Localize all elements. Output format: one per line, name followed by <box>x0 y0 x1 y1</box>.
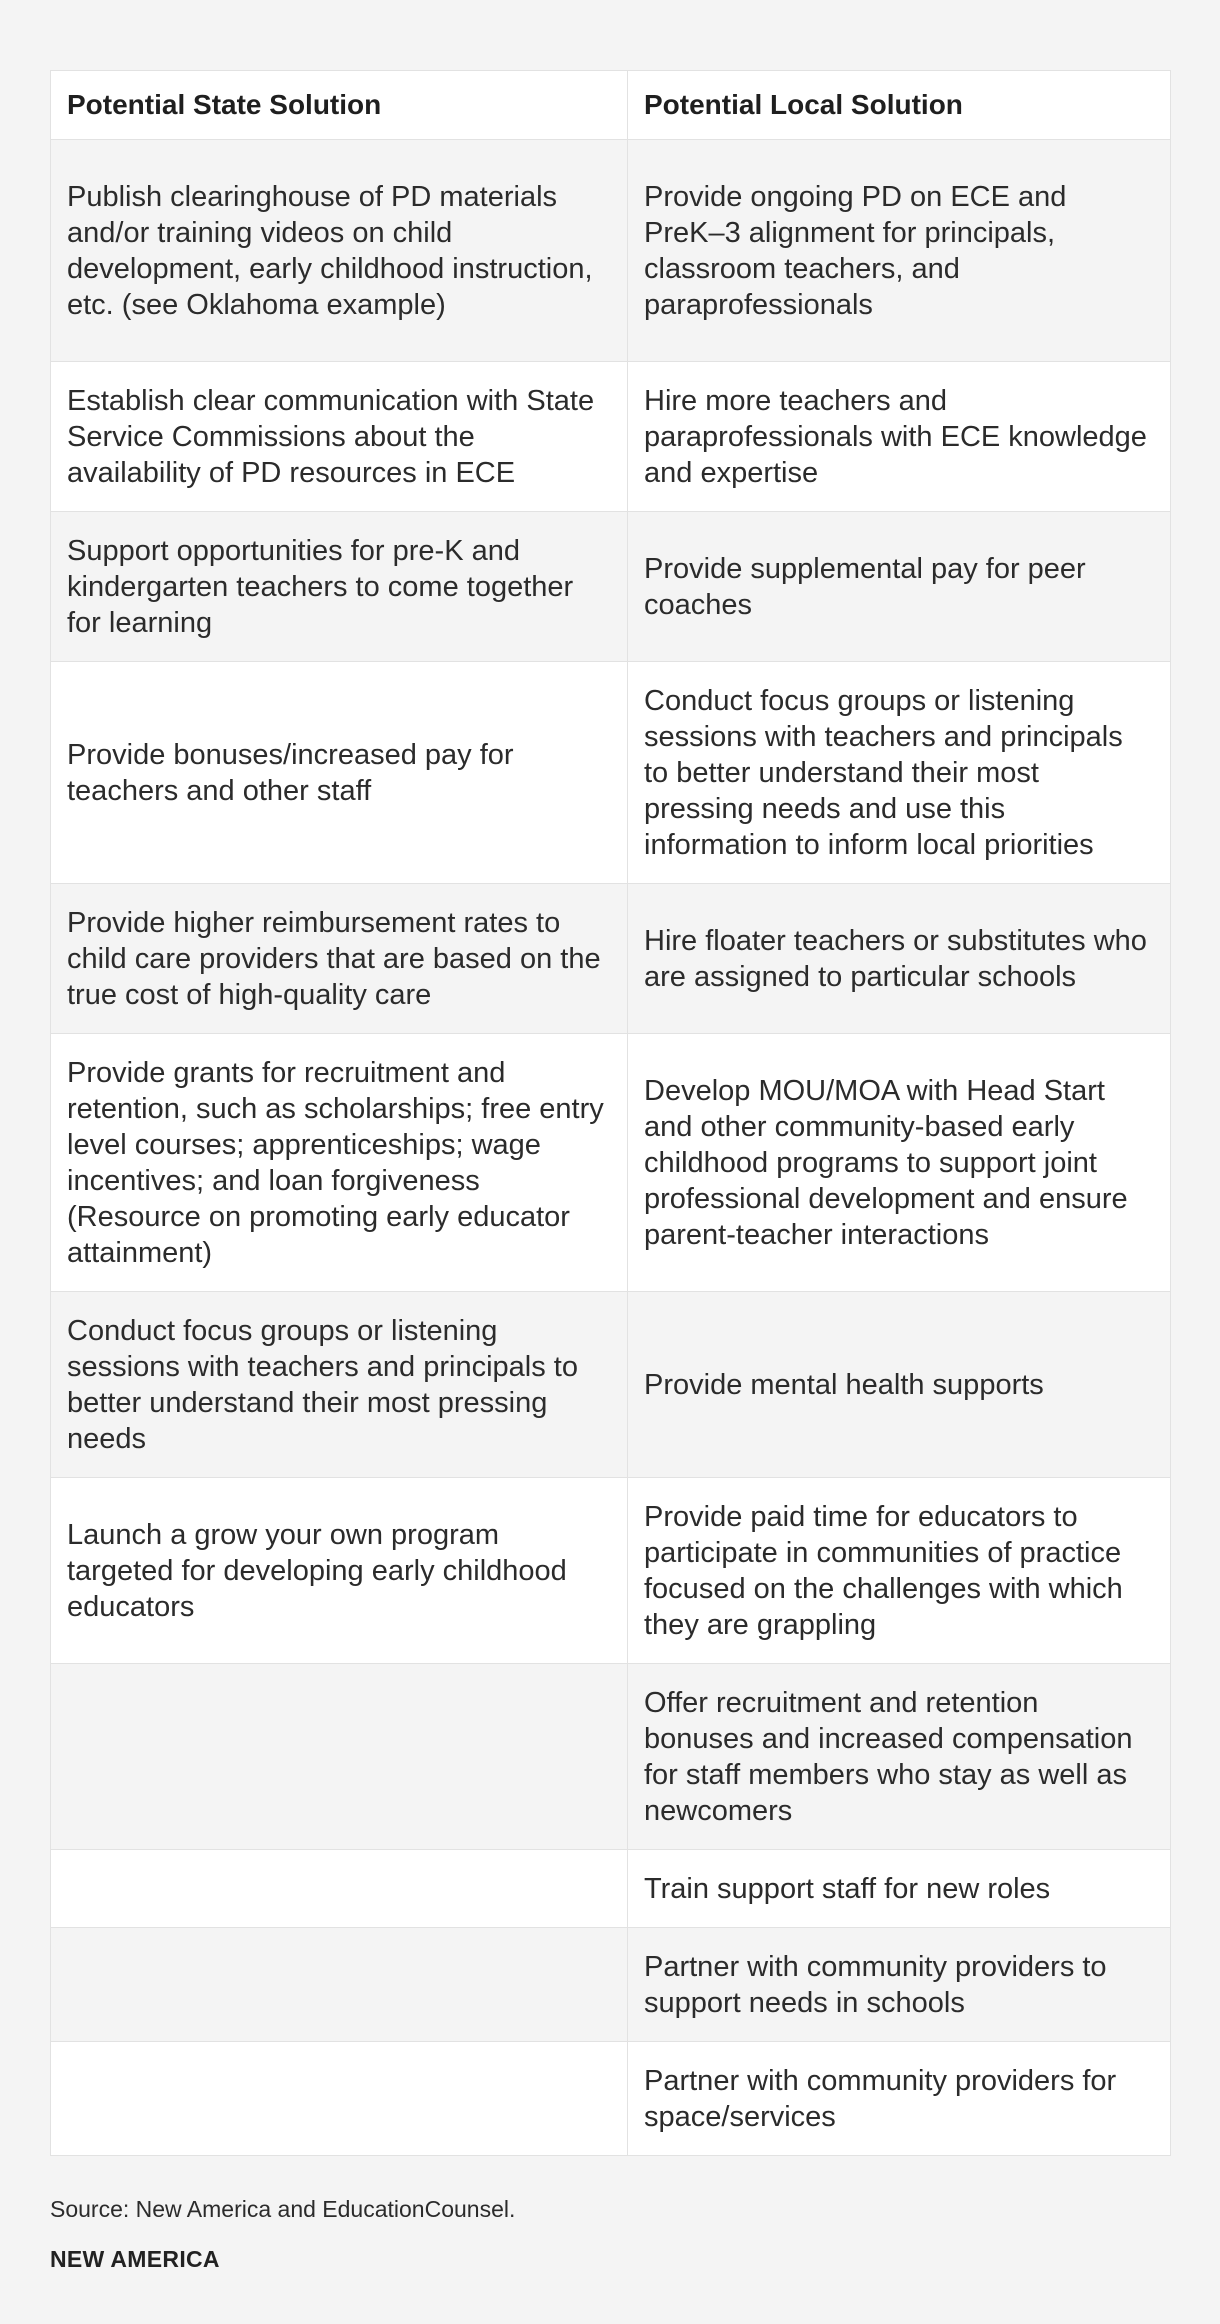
brand-logo-text: NEW AMERICA <box>50 2246 220 2272</box>
state-solution-cell: Launch a grow your own program targeted for developing early childhood educators <box>51 1478 628 1664</box>
local-solution-cell: Offer recruitment and retention bonuses and increased compensation for staff members who stay as well as newcomers <box>628 1664 1171 1850</box>
table-row <box>51 1928 1171 2042</box>
source-note: Source: New America and EducationCounsel. <box>50 2196 516 2222</box>
state-solution-cell: Provide bonuses/increased pay for teachers and other staff <box>51 662 628 884</box>
state-solution-cell: Provide higher reimbursement rates to child care providers that are based on the true cost of high-quality care <box>51 884 628 1034</box>
local-solution-cell: Provide paid time for educators to participate in communities of practice focused on the challenges with which they are grappling <box>628 1478 1171 1664</box>
state-solution-cell: Establish clear communication with State Service Commissions about the availability of PD resources in ECE <box>51 362 628 512</box>
table-row <box>51 1478 1171 1664</box>
table-row <box>51 884 1171 1034</box>
local-solution-cell: Partner with community providers for space/services <box>628 2042 1171 2156</box>
local-solution-cell: Develop MOU/MOA with Head Start and other community-based early childhood programs to support joint professional development and ensure parent-teacher interactions <box>628 1034 1171 1292</box>
local-solution-cell: Hire more teachers and paraprofessionals with ECE knowledge and expertise <box>628 362 1171 512</box>
solutions-table <box>50 70 1171 2156</box>
table-row <box>51 1292 1171 1478</box>
column-header-local: Potential Local Solution <box>628 71 1171 140</box>
state-solution-cell: Conduct focus groups or listening sessions with teachers and principals to better understand their most pressing needs <box>51 1292 628 1478</box>
local-solution-cell: Hire floater teachers or substitutes who are assigned to particular schools <box>628 884 1171 1034</box>
local-solution-cell: Provide ongoing PD on ECE and PreK–3 alignment for principals, classroom teachers, and paraprofessionals <box>628 140 1171 362</box>
local-solution-cell: Provide supplemental pay for peer coaches <box>628 512 1171 662</box>
local-solution-cell: Partner with community providers to support needs in schools <box>628 1928 1171 2042</box>
solutions-table-container <box>50 70 1170 2156</box>
state-solution-cell <box>51 1664 628 1850</box>
state-solution-cell: Provide grants for recruitment and retention, such as scholarships; free entry level courses; apprenticeships; wage incentives; and loan forgiveness (Resource on promoting early educator attainment) <box>51 1034 628 1292</box>
state-solution-cell <box>51 2042 628 2156</box>
state-solution-cell <box>51 1928 628 2042</box>
table-row <box>51 140 1171 362</box>
state-solution-cell: Support opportunities for pre-K and kindergarten teachers to come together for learning <box>51 512 628 662</box>
table-header-row <box>51 71 1171 140</box>
column-header-state: Potential State Solution <box>51 71 628 140</box>
state-solution-cell <box>51 1850 628 1928</box>
table-row <box>51 662 1171 884</box>
table-row <box>51 1850 1171 1928</box>
table-row <box>51 1034 1171 1292</box>
state-solution-cell: Publish clearinghouse of PD materials and/or training videos on child development, early childhood instruction, etc. (see Oklahoma example) <box>51 140 628 362</box>
local-solution-cell: Provide mental health supports <box>628 1292 1171 1478</box>
local-solution-cell: Train support staff for new roles <box>628 1850 1171 1928</box>
table-row <box>51 1664 1171 1850</box>
local-solution-cell: Conduct focus groups or listening sessions with teachers and principals to better understand their most pressing needs and use this information to inform local priorities <box>628 662 1171 884</box>
table-row <box>51 2042 1171 2156</box>
table-row <box>51 512 1171 662</box>
table-row <box>51 362 1171 512</box>
